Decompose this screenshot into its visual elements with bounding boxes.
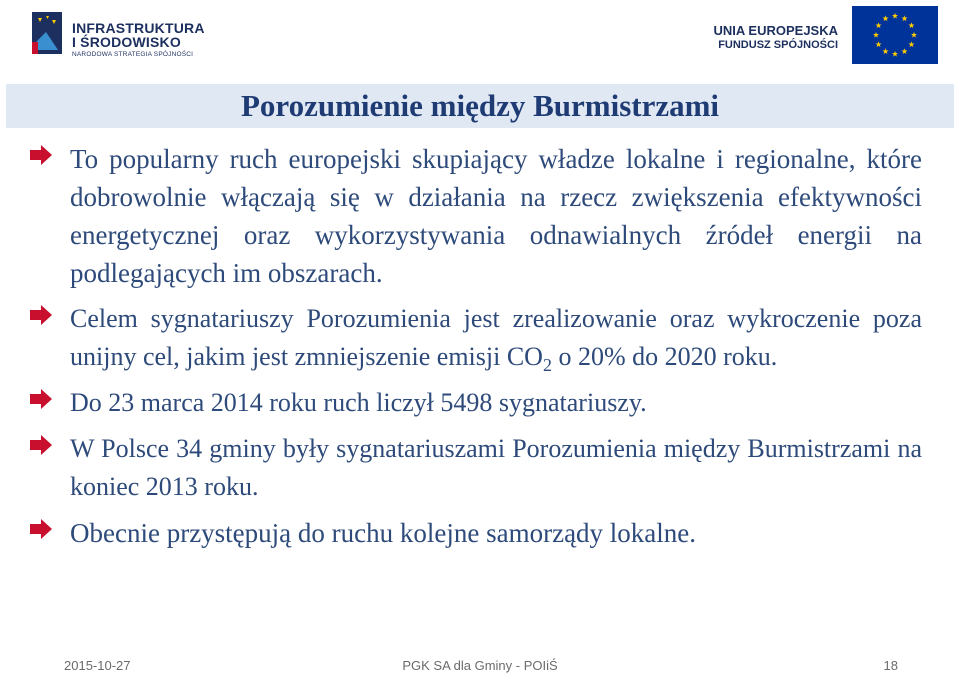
eu-logo bbox=[713, 6, 938, 64]
bullet-text-before: Celem sygnatariuszy Porozumienia jest zrealizowanie oraz wykroczenie poza unijny cel, jakim jest zmniejszenie emisji CO bbox=[70, 304, 922, 371]
title-band bbox=[6, 84, 954, 128]
bullet-item-4 bbox=[30, 430, 922, 506]
co2-subscript: 2 bbox=[542, 355, 552, 376]
logo-left-line1: INFRASTRUKTURA bbox=[72, 20, 205, 36]
logo-right-line2: FUNDUSZ SPÓJNOŚCI bbox=[718, 39, 838, 51]
footer-page-number: 18 bbox=[883, 658, 898, 673]
arrow-bullet-icon bbox=[30, 519, 52, 539]
arrow-bullet-icon bbox=[30, 389, 52, 409]
bullet-text: W Polsce 34 gminy były sygnatariuszami Porozumienia między Burmistrzami na koniec 2013 roku. bbox=[70, 434, 922, 501]
bullet-text bbox=[70, 300, 922, 376]
bullet-text-after: o 20% do 2020 roku. bbox=[551, 342, 778, 371]
page-title: Porozumienie między Burmistrzami bbox=[240, 88, 720, 123]
logo-left-line3: NARODOWA STRATEGIA SPÓJNOŚCI bbox=[72, 51, 194, 58]
bullet-text: Do 23 marca 2014 roku ruch liczył 5498 sygnatariuszy. bbox=[70, 388, 647, 417]
bullet-item-2 bbox=[30, 300, 922, 376]
arrow-bullet-icon bbox=[30, 435, 52, 455]
arrow-bullet-icon bbox=[30, 305, 52, 325]
footer-center: PGK SA dla Gminy - POIiŚ bbox=[402, 658, 558, 673]
footer-date: 2015-10-27 bbox=[64, 658, 131, 673]
bullet-list bbox=[30, 140, 922, 560]
arrow-bullet-icon bbox=[30, 145, 52, 165]
infrastruktura-logo-icon bbox=[32, 12, 62, 54]
bullet-text: Obecnie przystępują do ruchu kolejne samorządy lokalne. bbox=[70, 518, 697, 548]
bullet-item-1 bbox=[30, 140, 922, 292]
logo-left-line2: I ŚRODOWISKO bbox=[72, 34, 181, 50]
bullet-item-5 bbox=[30, 514, 922, 552]
logo-right-line1: UNIA EUROPEJSKA bbox=[713, 23, 838, 38]
bullet-text: To popularny ruch europejski skupiający władze lokalne i regionalne, które dobrowolnie włączają się w działania na rzecz zwiększenia efektywności energetycznej oraz wykorzystywania odnawialnych źródeł energii na podlegających im obszarach. bbox=[70, 144, 922, 288]
bullet-item-3 bbox=[30, 384, 922, 422]
infrastruktura-logo bbox=[32, 10, 205, 60]
eu-flag-icon bbox=[852, 6, 938, 64]
